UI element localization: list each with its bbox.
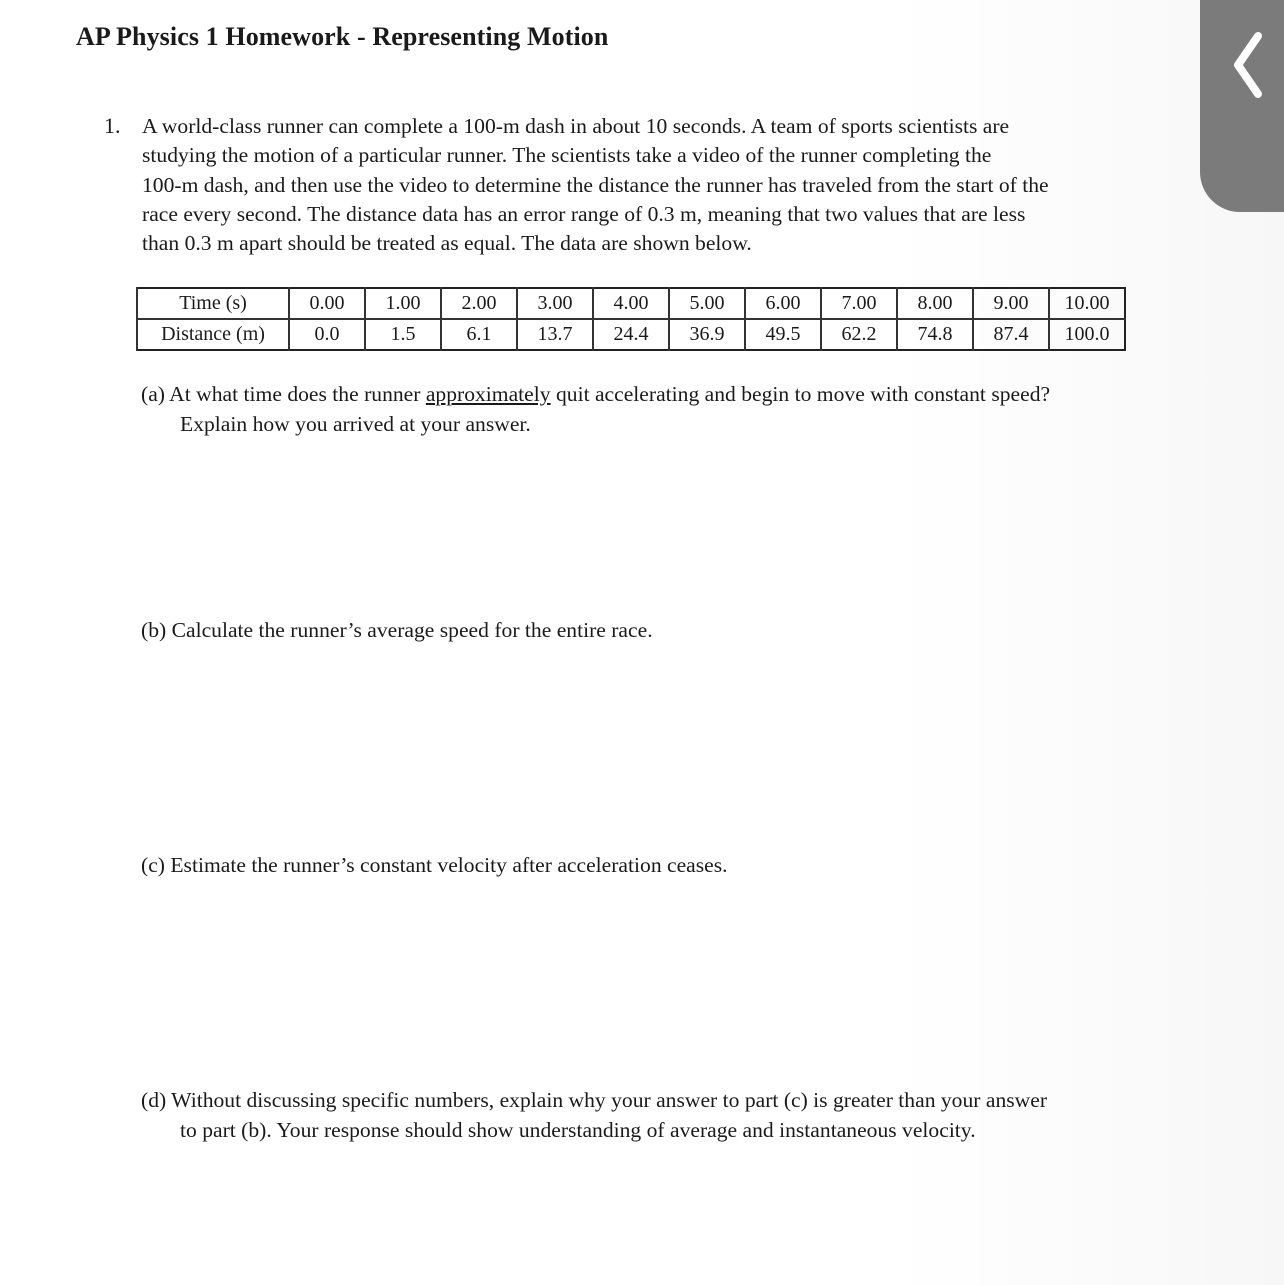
part-a-line: Explain how you arrived at your answer.	[180, 412, 531, 436]
question-line: race every second. The distance data has an error range of 0.3 m, meaning that two values that are less	[142, 201, 1026, 226]
distance-row	[137, 319, 1125, 350]
distance-cell: 74.8	[897, 319, 973, 350]
distance-row-label: Distance (m)	[137, 319, 289, 350]
distance-cell: 6.1	[441, 319, 517, 350]
part-d	[141, 1085, 1047, 1145]
part-b	[141, 615, 653, 645]
part-b-line: (b) Calculate the runner’s average speed for the entire race.	[141, 618, 653, 642]
time-cell: 0.00	[289, 288, 365, 319]
time-cell: 8.00	[897, 288, 973, 319]
part-c	[141, 850, 728, 880]
question-number: 1.	[104, 113, 121, 138]
time-cell: 6.00	[745, 288, 821, 319]
time-cell: 7.00	[821, 288, 897, 319]
distance-cell: 24.4	[593, 319, 669, 350]
part-a-text: quit accelerating and begin to move with constant speed?	[550, 382, 1051, 406]
time-cell: 4.00	[593, 288, 669, 319]
time-cell: 5.00	[669, 288, 745, 319]
chevron-left-icon[interactable]	[1228, 30, 1268, 100]
distance-cell: 87.4	[973, 319, 1049, 350]
question-line: A world-class runner can complete a 100-m dash in about 10 seconds. A team of sports scientists are	[142, 114, 1010, 138]
time-cell: 1.00	[365, 288, 441, 319]
time-cell: 2.00	[441, 288, 517, 319]
part-a-text: (a) At what time does the runner	[141, 382, 426, 406]
question-line: than 0.3 m apart should be treated as equal. The data are shown below.	[142, 231, 752, 256]
time-row	[137, 288, 1125, 319]
distance-cell: 36.9	[669, 319, 745, 350]
distance-cell: 100.0	[1049, 319, 1125, 350]
distance-cell: 62.2	[821, 319, 897, 350]
part-a	[141, 379, 1050, 439]
distance-cell: 49.5	[745, 319, 821, 350]
distance-cell: 1.5	[365, 319, 441, 350]
part-d-line: to part (b). Your response should show understanding of average and instantaneous velocity.	[180, 1118, 976, 1142]
time-row-label: Time (s)	[137, 288, 289, 319]
back-tab[interactable]	[1200, 0, 1284, 212]
question-line: studying the motion of a particular runner. The scientists take a video of the runner completing the	[142, 143, 992, 168]
part-a-line	[141, 379, 1050, 409]
time-distance-table	[136, 287, 1126, 351]
question-line: 100-m dash, and then use the video to determine the distance the runner has traveled from the start of the	[142, 172, 1049, 197]
time-cell: 9.00	[973, 288, 1049, 319]
page-title: AP Physics 1 Homework - Representing Motion	[76, 22, 609, 51]
time-cell: 10.00	[1049, 288, 1125, 319]
part-a-emphasis: approximately	[425, 382, 551, 406]
distance-cell: 13.7	[517, 319, 593, 350]
question-text	[142, 112, 1212, 258]
part-c-line: (c) Estimate the runner’s constant velocity after acceleration ceases.	[141, 853, 728, 877]
distance-cell: 0.0	[289, 319, 365, 350]
time-cell: 3.00	[517, 288, 593, 319]
part-d-line: (d) Without discussing specific numbers, explain why your answer to part (c) is greater than your answer	[141, 1088, 1048, 1112]
